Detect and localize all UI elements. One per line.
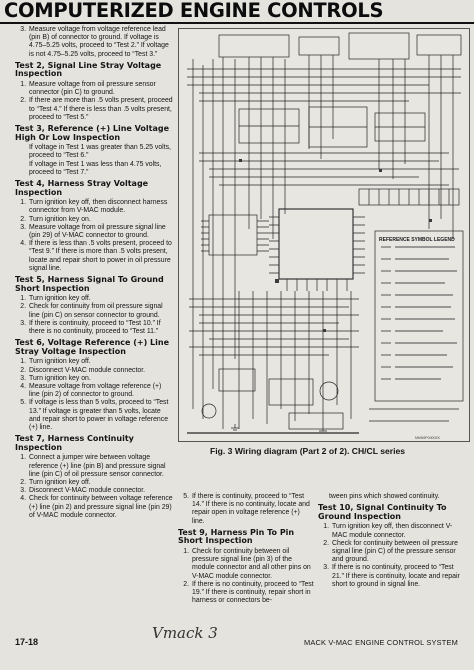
- section-heading-test-5: Test 5, Harness Signal To Ground Short Inspection: [15, 275, 164, 293]
- list-item: 4. If there is less than .5 volts present, proceed to “Test 9.” If there is more than .5 volts present, locate and repair short to power in oil pressure signal line.: [20, 240, 172, 272]
- list-item: 3. Disconnect V-MAC module connector.: [20, 487, 146, 495]
- list-item: 2. Disconnect V-MAC module connector.: [20, 366, 146, 374]
- left-column: [15, 26, 173, 520]
- list-item: 5. If there is continuity, proceed to “Test 14.” If there is no continuity, locate and repair open in voltage reference (+) line.: [183, 493, 310, 525]
- list-item: 2. Check for continuity between oil pressure signal line (pin C) of the pressure sensor and ground.: [323, 539, 459, 564]
- section-heading-test-7: Test 7, Harness Continuity Inspection: [15, 434, 134, 452]
- page-header: [0, 0, 474, 24]
- section-heading-test-6: Test 6, Voltage Reference (+) Line Stray Voltage Inspection: [15, 338, 170, 356]
- section-heading-test-9: Test 9, Harness Pin To Pin Short Inspection: [178, 527, 295, 546]
- list-item: 1. Turn ignition key off, then disconnect harness connector from V-MAC module.: [20, 199, 168, 215]
- list-item: 4. Check for continuity between voltage reference (+) line (pin 2) and pressure signal line (pin 29) of V-MAC module connector.: [20, 495, 173, 519]
- list-item: 1. Check for continuity between oil pressure signal line (pin 3) of the module connector and all other pins on V-MAC module connector.: [183, 548, 311, 580]
- wiring-diagram-graphic: [179, 29, 469, 441]
- list-item: If voltage in Test 1 was greater than 5.25 volts, proceed to “Test 6.”: [29, 144, 171, 160]
- list-item: If voltage in Test 1 was less than 4.75 volts, proceed to “Test 7.”: [29, 160, 162, 176]
- footer-system-name: MACK V-MAC ENGINE CONTROL SYSTEM: [304, 638, 458, 647]
- page-number: 17-18: [15, 637, 39, 647]
- list-item: 1. Connect a jumper wire between voltage reference (+) line (pin B) and pressure signal line (pin C) of oil pressure sensor connector.: [20, 454, 166, 478]
- list-item: 3. Measure voltage from oil pressure signal line (pin 29) of V-MAC connector to ground.: [20, 223, 166, 240]
- list-item: 1. Turn ignition key off, then disconnect V-MAC module connector.: [323, 523, 453, 539]
- list-item: 2. Check for continuity from oil pressure signal line (pin C) on sensor connector to ground.: [20, 303, 163, 319]
- list-item: 1. Turn ignition key off.: [20, 295, 91, 303]
- list-item: 3. Turn ignition key on.: [20, 374, 91, 382]
- wiring-diagram: [178, 28, 470, 442]
- figure-code: MMN9P0000ZK: [415, 436, 440, 440]
- continued-text: tween pins which showed continuity.: [329, 493, 440, 500]
- section-heading-test-4: Test 4, Harness Stray Voltage Inspection: [15, 179, 149, 197]
- handwritten-note: Vmack 3: [152, 624, 218, 642]
- legend-title: REFERENCE SYMBOL LEGEND: [379, 237, 455, 243]
- page-title: COMPUTERIZED ENGINE CONTROLS: [4, 0, 384, 22]
- list-item: 2. If there are more than .5 volts present, proceed to “Test 4.” If there is less than .5 volts present, proceed to “Test 5.”: [20, 97, 173, 121]
- list-item: 1. Measure voltage from oil pressure sensor connector (pin C) to ground.: [20, 81, 156, 97]
- list-item: 2. If there is no continuity, proceed to “Test 19.” If there is continuity, repair short in harness or connectors be-: [183, 580, 314, 605]
- list-item: 1. Turn ignition key off.: [20, 358, 91, 366]
- list-item: 2. Turn ignition key on.: [20, 215, 91, 223]
- section-heading-test-10: Test 10, Signal Continuity To Ground Inspection: [318, 503, 447, 521]
- figure-caption: Fig. 3 Wiring diagram (Part 2 of 2). CH/CL series: [210, 446, 406, 456]
- list-item: 5. If voltage is less than 5 volts, proceed to “Test 13.” If voltage is greater than 5 volts, locate and repair short to power in voltage reference (+) line.: [20, 399, 169, 432]
- section-heading-test-3: Test 3, Reference (+) Line Voltage High Or Low Inspection: [15, 124, 170, 142]
- list-item: 4. Measure voltage from voltage reference (+) line (pin 2) of connector to ground.: [20, 383, 162, 399]
- list-item: 3. If there is continuity, proceed to “Test 10.” If there is no continuity, proceed to “Test 11.”: [20, 319, 161, 336]
- list-item: 2. Turn ignition key off.: [20, 479, 91, 487]
- section-heading-test-2: Test 2, Signal Line Stray Voltage Inspection: [15, 60, 162, 79]
- middle-column: [178, 493, 314, 605]
- list-item: 3. Measure voltage from voltage reference lead (pin B) of connector to ground. If voltage is 4.75–5.25 volts, proceed to “Test 2.” If voltage is not 4.75–5.25 volts, proceed to “Test 3.”: [20, 26, 169, 58]
- right-column: [318, 493, 466, 589]
- list-item: 3. If there is no continuity, proceed to “Test 21.” If there is continuity, locate and repair short to ground in signal line.: [323, 564, 460, 588]
